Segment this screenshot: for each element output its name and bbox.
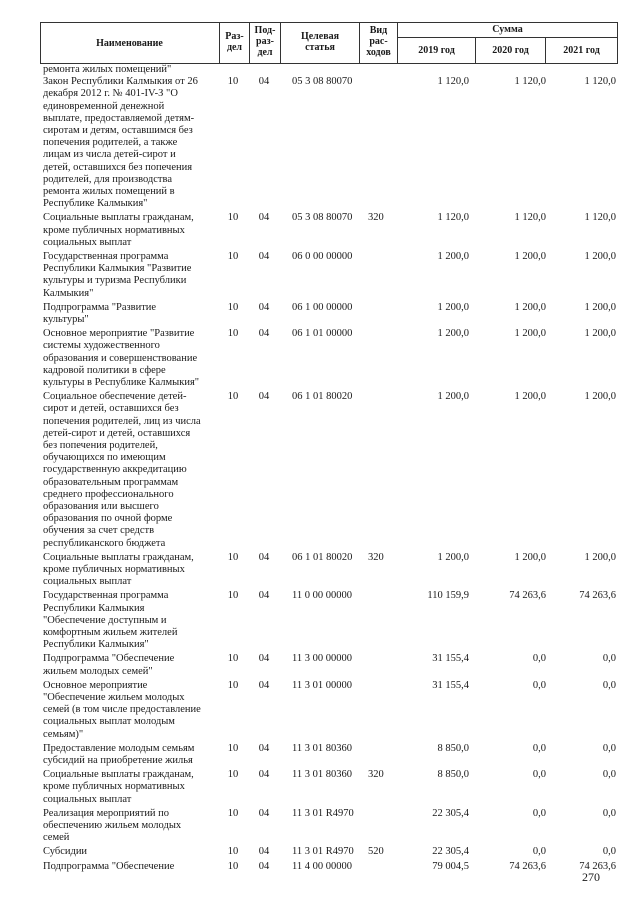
row-sum-2020: 0,0	[532, 807, 546, 819]
row-razdel: 10	[227, 653, 239, 665]
row-sum-2021: 0,0	[602, 742, 616, 754]
row-sum-2021: 1 200,0	[584, 301, 616, 313]
table-row	[40, 743, 618, 767]
row-target-article: 06 0 00 00000	[292, 251, 353, 262]
row-name: Социальное обеспечение детей- сирот и детей, оставшихся без попечения родителей, лиц из числа детей-сирот и детей, оставшихся без попечения родителей, обучающихся по имеющим государственную аккредитацию образовательным программам среднего профессионального образования или высшего образования по очной форме обучения за счет средств республиканского бюджета	[43, 391, 201, 549]
row-name: ремонта жилых помещений"	[43, 64, 172, 75]
row-sum-2021: 74 263,6	[579, 860, 616, 872]
table-row	[40, 653, 618, 677]
row-sum-2021: 0,0	[602, 679, 616, 691]
row-sum-2021: 0,0	[602, 846, 616, 858]
row-sum-2021: 1 200,0	[584, 551, 616, 563]
row-sum-2019: 22 305,4	[432, 846, 469, 858]
row-sum-2021: 1 200,0	[584, 328, 616, 340]
row-sum-2020: 1 120,0	[514, 212, 546, 224]
row-sum-2020: 0,0	[532, 653, 546, 665]
row-sum-2021: 1 120,0	[584, 212, 616, 224]
row-sum-2020: 1 200,0	[514, 328, 546, 340]
row-podrazdel: 04	[258, 742, 270, 754]
row-target-article: 11 3 01 R4970	[292, 846, 354, 858]
header-year-2020: 2020 год	[492, 45, 529, 56]
row-name: Подпрограмма "Обеспечение жильем молодых семей"	[43, 653, 175, 677]
row-name: Социальные выплаты гражданам, кроме публичных нормативных социальных выплат	[43, 769, 194, 805]
row-podrazdel: 04	[258, 679, 270, 691]
row-target-article: 05 3 08 80070	[292, 76, 353, 88]
header-target-article: Целевая статья	[300, 31, 340, 53]
row-expense-type: 520	[368, 846, 384, 858]
table-row	[40, 76, 618, 210]
row-podrazdel: 04	[258, 391, 270, 403]
header-sum: Сумма	[492, 24, 523, 35]
row-name: Основное мероприятие "Развитие системы художественного образования и совершенствование кадровой политики в сфере культуры в Республике Калмыкия"	[43, 328, 200, 388]
row-sum-2021: 74 263,6	[579, 590, 616, 602]
row-name: Субсидии	[43, 846, 88, 858]
row-podrazdel: 04	[258, 328, 270, 340]
table-header	[40, 22, 618, 64]
row-target-article: 11 4 00 00000	[292, 860, 352, 872]
row-target-article: 11 3 01 R4970	[292, 807, 354, 819]
row-razdel: 10	[227, 301, 239, 313]
row-podrazdel: 04	[258, 301, 270, 313]
row-razdel: 10	[227, 679, 239, 691]
row-razdel: 10	[227, 860, 239, 872]
header-name: Наименование	[96, 38, 163, 49]
header-year-2021: 2021 год	[563, 45, 600, 56]
row-sum-2020: 1 120,0	[514, 76, 546, 88]
row-razdel: 10	[227, 742, 239, 754]
header-podrazdel: Под- раз- дел	[254, 25, 276, 58]
row-podrazdel: 04	[258, 653, 270, 665]
row-sum-2019: 1 120,0	[437, 212, 469, 224]
row-target-article: 11 3 01 00000	[292, 679, 352, 691]
row-podrazdel: 04	[258, 769, 270, 781]
row-razdel: 10	[227, 212, 239, 224]
row-podrazdel: 04	[258, 807, 270, 819]
row-sum-2019: 8 850,0	[437, 742, 469, 754]
table-row	[40, 212, 618, 249]
row-razdel: 10	[227, 807, 239, 819]
table-row	[40, 846, 618, 858]
row-name: Государственная программа Республики Калмыкия "Обеспечение доступным и комфортным жильем жителей Республики Калмыкия"	[43, 590, 178, 651]
row-target-article: 11 3 00 00000	[292, 653, 352, 665]
row-razdel: 10	[227, 551, 239, 563]
row-name: Предоставление молодым семьям субсидий на приобретение жилья	[43, 742, 195, 766]
row-name: Социальные выплаты гражданам, кроме публичных нормативных социальных выплат	[43, 551, 194, 588]
row-name: Подпрограмма "Обеспечение	[43, 860, 175, 872]
table-row	[40, 552, 618, 589]
row-sum-2021: 1 200,0	[584, 251, 616, 262]
row-sum-2019: 1 200,0	[437, 301, 469, 313]
table-row	[40, 251, 618, 300]
row-sum-2020: 1 200,0	[514, 251, 546, 262]
row-target-article: 06 1 01 80020	[292, 391, 353, 403]
row-sum-2021: 1 120,0	[584, 76, 616, 88]
table-row	[40, 328, 618, 389]
row-razdel: 10	[227, 76, 239, 88]
row-name: Основное мероприятие "Обеспечение жильем молодых семей (в том числе предоставление социальных выплат молодым семьям)"	[43, 679, 201, 740]
row-expense-type: 320	[368, 551, 384, 563]
row-podrazdel: 04	[258, 846, 270, 858]
table-row	[40, 680, 618, 741]
row-expense-type: 320	[368, 769, 384, 781]
row-sum-2019: 31 155,4	[432, 653, 469, 665]
page-number: 270	[582, 870, 600, 884]
row-razdel: 10	[227, 328, 239, 340]
table-row	[40, 769, 618, 806]
header-razdel: Раз- дел	[225, 31, 244, 53]
row-podrazdel: 04	[258, 251, 270, 262]
row-razdel: 10	[227, 251, 239, 262]
row-razdel: 10	[227, 769, 239, 781]
row-name: Социальные выплаты гражданам, кроме публичных нормативных социальных выплат	[43, 212, 194, 248]
row-sum-2020: 1 200,0	[514, 301, 546, 313]
row-sum-2021: 0,0	[602, 807, 616, 819]
row-sum-2020: 1 200,0	[514, 391, 546, 403]
row-sum-2020: 74 263,6	[509, 590, 546, 602]
row-sum-2021: 0,0	[602, 769, 616, 781]
row-razdel: 10	[227, 590, 239, 602]
row-target-article: 05 3 08 80070	[292, 212, 353, 224]
row-razdel: 10	[227, 846, 239, 858]
header-year-2019: 2019 год	[418, 45, 455, 56]
row-podrazdel: 04	[258, 76, 270, 88]
row-sum-2019: 1 200,0	[437, 251, 469, 262]
row-name: Подпрограмма "Развитие культуры"	[43, 301, 157, 325]
row-sum-2019: 8 850,0	[437, 769, 469, 781]
row-sum-2021: 1 200,0	[584, 391, 616, 403]
row-podrazdel: 04	[258, 590, 270, 602]
table-row	[40, 302, 618, 326]
table-row	[40, 861, 618, 873]
row-name: Реализация мероприятий по обеспечению жильем молодых семей	[43, 807, 182, 844]
row-target-article: 11 3 01 80360	[292, 742, 352, 754]
row-sum-2019: 31 155,4	[432, 679, 469, 691]
table-row	[40, 391, 618, 550]
row-sum-2019: 1 200,0	[437, 551, 469, 563]
row-sum-2020: 0,0	[532, 679, 546, 691]
row-sum-2019: 1 200,0	[437, 328, 469, 340]
row-expense-type: 320	[368, 212, 384, 224]
row-target-article: 11 3 01 80360	[292, 769, 352, 781]
header-expense-type: Вид рас- ходов	[366, 25, 391, 58]
row-sum-2019: 1 120,0	[437, 76, 469, 88]
row-target-article: 06 1 01 80020	[292, 551, 353, 563]
row-sum-2019: 110 159,9	[427, 590, 469, 602]
row-podrazdel: 04	[258, 860, 270, 872]
row-sum-2020: 0,0	[532, 769, 546, 781]
row-target-article: 06 1 01 00000	[292, 328, 353, 340]
row-target-article: 11 0 00 00000	[292, 590, 352, 602]
row-sum-2019: 79 004,5	[432, 860, 469, 872]
row-name: Закон Республики Калмыкия от 26 декабря 2012 г. № 401-IV-З "О единовременной денежной выплате, предоставляемой детям- сиротам и детям, оставшимся без попечения родителей, а также лицам из числа детей-сирот и детей, оставшихся без попечения родителей, для производства ремонта жилых помещений в Республике Калмыкия"	[43, 76, 198, 210]
row-sum-2020: 74 263,6	[509, 860, 546, 872]
row-target-article: 06 1 00 00000	[292, 301, 353, 313]
row-razdel: 10	[227, 391, 239, 403]
table-row	[40, 808, 618, 845]
row-sum-2019: 22 305,4	[432, 807, 469, 819]
row-podrazdel: 04	[258, 212, 270, 224]
row-podrazdel: 04	[258, 551, 270, 563]
row-name: Государственная программа Республики Калмыкия "Развитие культуры и туризма Республики Калмыкия"	[43, 251, 192, 299]
row-sum-2020: 0,0	[532, 846, 546, 858]
row-sum-2020: 0,0	[532, 742, 546, 754]
table-row	[40, 590, 618, 651]
row-sum-2021: 0,0	[602, 653, 616, 665]
table-row	[40, 64, 618, 76]
row-sum-2019: 1 200,0	[437, 391, 469, 403]
row-sum-2020: 1 200,0	[514, 551, 546, 563]
